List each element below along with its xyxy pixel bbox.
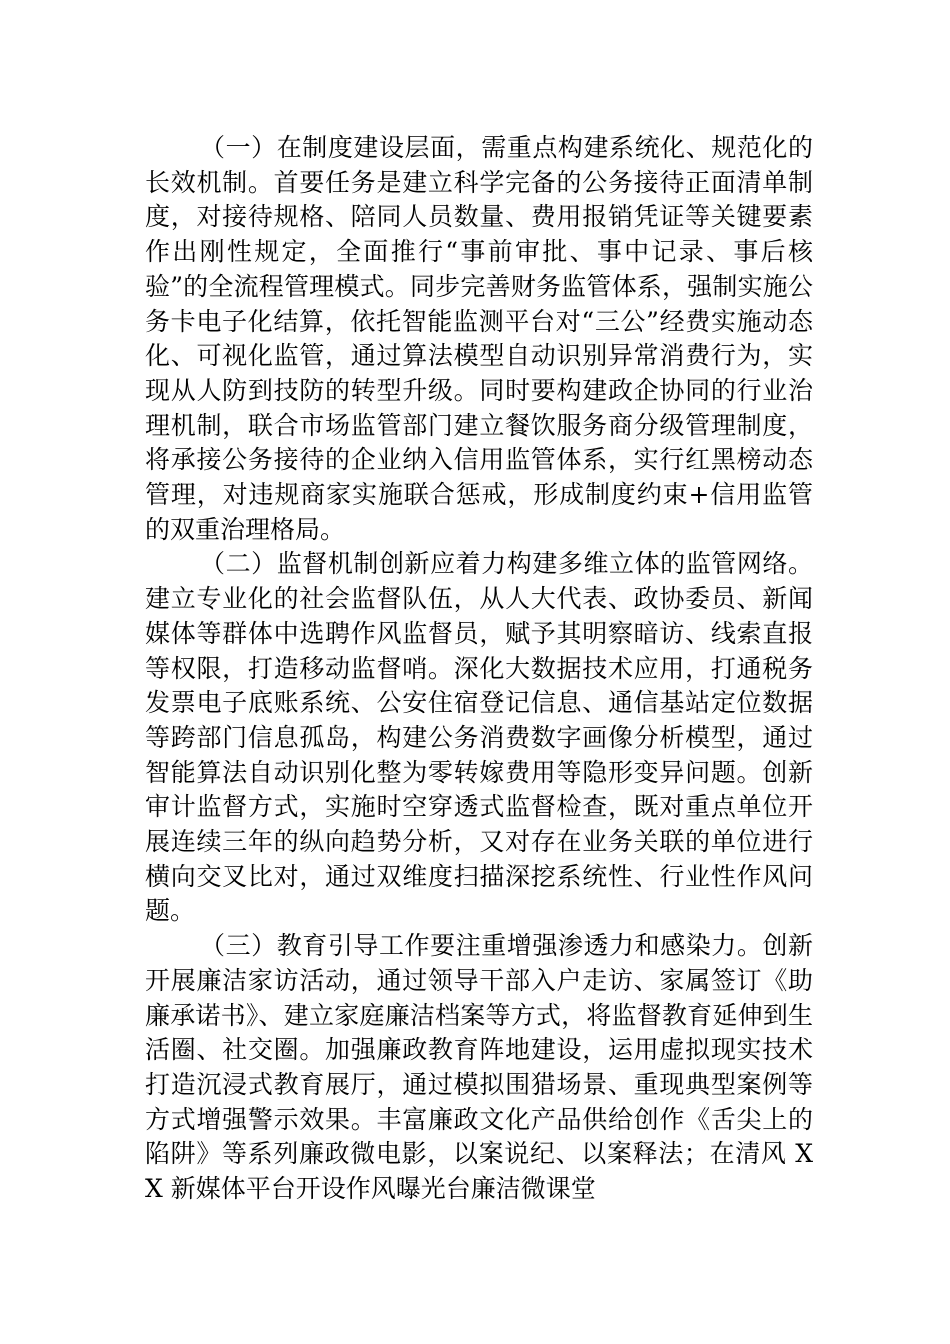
paragraph-supervision-mechanism: （二）监督机制创新应着力构建多维立体的监管网络。建立专业化的社会监督队伍，从人大代表、政协委员、新闻媒体等群体中选聘作风监督员，赋予其明察暗访、线索直报等权限，打造移动监督哨。深化大数据技术应用，打通税务发票电子底账系统、公安住宿登记信息、通信基站定位数据等跨部门信息孤岛，构建公务消费数字画像分析模型，通过智能算法自动识别化整为零转嫁费用等隐形变异问题。创新审计监督方式，实施时空穿透式监督检查，既对重点单位开展连续三年的纵向趋势分析，又对存在业务关联的单位进行横向交叉比对，通过双维度扫描深挖系统性、行业性作风问题。 — [145, 549, 813, 926]
document-page — [145, 131, 813, 1207]
paragraph-institution-building: （一）在制度建设层面，需重点构建系统化、规范化的长效机制。首要任务是建立科学完备的公务接待正面清单制度，对接待规格、陪同人员数量、费用报销凭证等关键要素作出刚性规定，全面推行“事前审批、事中记录、事后核验”的全流程管理模式。同步完善财务监管体系，强制实施公务卡电子化结算，依托智能监测平台对“三公”经费实施动态化、可视化监管，通过算法模型自动识别异常消费行为，实现从人防到技防的转型升级。同时要构建政企协同的行业治理机制，联合市场监管部门建立餐饮服务商分级管理制度，将承接公务接待的企业纳入信用监管体系，实行红黑榜动态管理，对违规商家实施联合惩戒，形成制度约束+信用监管的双重治理格局。 — [145, 133, 813, 544]
paragraph-education-guidance: （三）教育引导工作要注重增强渗透力和感染力。创新开展廉洁家访活动，通过领导干部入户走访、家属签订《助廉承诺书》、建立家庭廉洁档案等方式，将监督教育延伸到生活圈、社交圈。加强廉政教育阵地建设，运用虚拟现实技术打造沉浸式教育展厅，通过模拟围猎场景、重现典型案例等方式增强警示效果。丰富廉政文化产品供给创作《舌尖上的陷阱》等系列廉政微电影，以案说纪、以案释法；在清风 XX 新媒体平台开设作风曝光台廉洁微课堂 — [145, 931, 813, 1204]
